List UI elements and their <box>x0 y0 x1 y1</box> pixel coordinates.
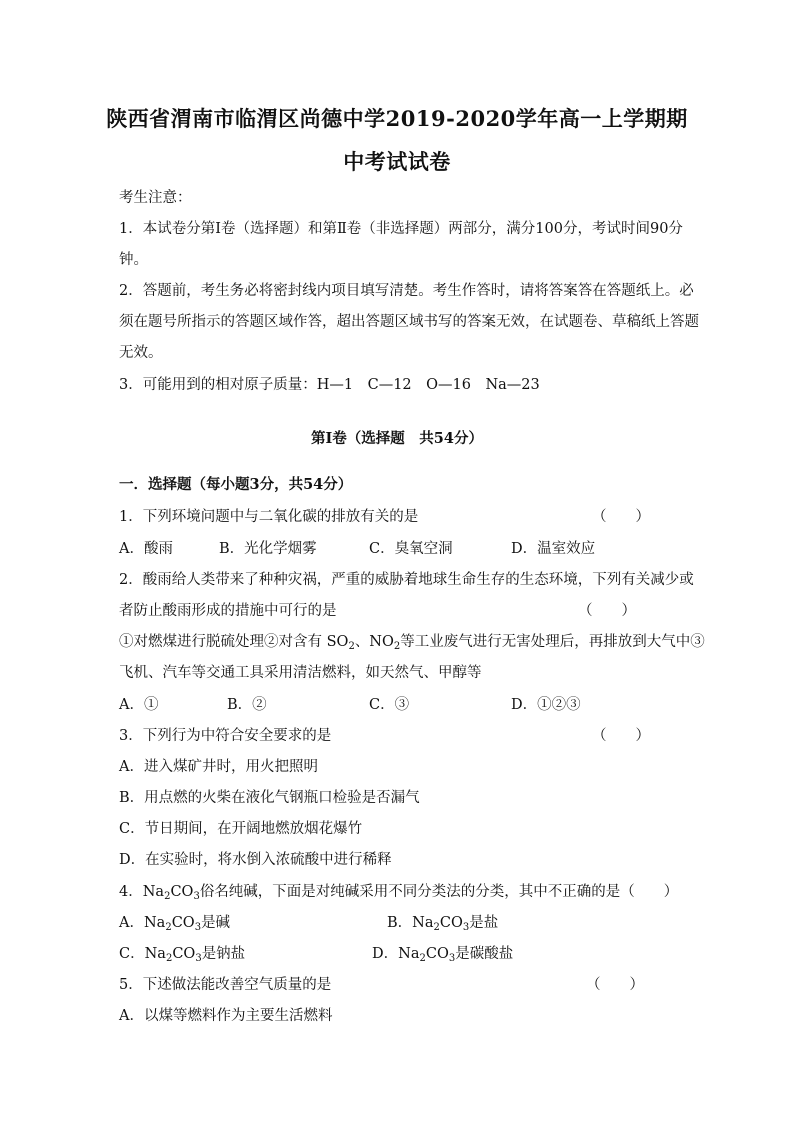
q3-stem: 3．下列行为中符合安全要求的是 <box>119 728 332 744</box>
q4-d-label: D． <box>372 946 399 962</box>
q2-detail-text-1: ①对燃煤进行脱硫处理②对含有 SO <box>119 634 349 650</box>
q4-stem-post: 俗名纯碱，下面是对纯碱采用不同分类法的分类，其中不正确的是（ ） <box>199 884 679 900</box>
q4-formula-sub-3: 3 <box>193 891 200 902</box>
q4-stem-pre: 4． <box>119 884 143 900</box>
q4-c-text: 是钠盐 <box>201 946 246 962</box>
notice-item-2-cont2: 无效。 <box>119 345 163 361</box>
q4-option-d <box>372 942 513 963</box>
q4-option-c <box>119 942 245 963</box>
section-heading: 第Ⅰ卷（选择题 共54分） <box>311 430 483 447</box>
q3-answer-blank: （ ） <box>592 728 650 744</box>
q2-option-a: A．① <box>119 697 159 713</box>
q4-option-b <box>387 911 498 932</box>
q4-b-co: CO <box>439 915 463 931</box>
q2-option-c: C．③ <box>369 697 410 713</box>
q4-b-na: Na <box>412 915 434 931</box>
q2-option-d: D．①②③ <box>511 697 581 713</box>
q2-detail-cont: 飞机、汽车等交通工具采用清洁燃料，如天然气、甲醇等 <box>119 665 482 681</box>
q4-b-text: 是盐 <box>469 915 499 931</box>
q4-a-sub-3: 3 <box>194 922 202 933</box>
q4-d-co: CO <box>425 946 449 962</box>
q5-stem: 5．下述做法能改善空气质量的是 <box>119 977 332 993</box>
q4-a-text: 是碱 <box>201 915 231 931</box>
q1-option-c: C．臭氧空洞 <box>369 541 453 557</box>
q4-b-sub-2: 2 <box>433 922 440 933</box>
q4-formula-na: Na <box>142 884 165 900</box>
notice-item-3: 3．可能用到的相对原子质量：H—1 C—12 O—16 Na—23 <box>119 377 540 393</box>
q4-d-sub-2: 2 <box>419 953 426 964</box>
q3-option-d: D．在实验时，将水倒入浓硫酸中进行稀释 <box>119 852 392 868</box>
q4-c-label: C． <box>119 946 145 962</box>
notice-item-2: 2．答题前，考生务必将密封线内项目填写清楚。考生作答时，请将答案答在答题纸上。必 <box>119 283 694 299</box>
q4-a-co: CO <box>171 915 195 931</box>
q4-c-sub-3: 3 <box>195 953 202 964</box>
q1-answer-blank: （ ） <box>592 509 650 525</box>
q2-detail <box>119 630 705 651</box>
q2-detail-sub-1: 2 <box>348 641 355 652</box>
q4-c-co: CO <box>172 946 196 962</box>
q3-option-a: A．进入煤矿井时，用火把照明 <box>119 759 318 775</box>
notice-item-1: 1．本试卷分第Ⅰ卷（选择题）和第Ⅱ卷（非选择题）两部分，满分100分，考试时间90分 <box>119 221 683 237</box>
q4-b-label: B． <box>387 915 413 931</box>
exam-title-line1: 陕西省渭南市临渭区尚德中学2019-2020学年高一上学期期 <box>106 106 688 131</box>
q2-stem-cont: 者防止酸雨形成的措施中可行的是 <box>119 603 337 619</box>
exam-title-line2: 中考试试卷 <box>343 149 451 174</box>
part-heading: 一．选择题（每小题3分，共54分） <box>119 476 353 493</box>
q2-stem: 2．酸雨给人类带来了种种灾祸，严重的威胁着地球生命生存的生态环境，下列有关减少或 <box>119 572 694 588</box>
q2-option-b: B．② <box>227 697 267 713</box>
q4-c-na: Na <box>144 946 166 962</box>
q4-a-label: A． <box>119 915 144 931</box>
q5-option-a: A．以煤等燃料作为主要生活燃料 <box>119 1008 333 1024</box>
q2-answer-blank: （ ） <box>578 603 636 619</box>
notice-item-1-cont: 钟。 <box>119 252 148 268</box>
q4-d-na: Na <box>398 946 420 962</box>
q2-detail-text-3: 等工业废气进行无害处理后，再排放到大气中③ <box>400 634 705 650</box>
q3-option-b: B．用点燃的火柴在液化气钢瓶口检验是否漏气 <box>119 790 420 806</box>
q2-detail-text-2: 、NO <box>354 634 394 650</box>
q4-b-sub-3: 3 <box>462 922 470 933</box>
q2-detail-sub-2: 2 <box>393 641 401 652</box>
q1-stem: 1．下列环境问题中与二氧化碳的排放有关的是 <box>119 509 419 525</box>
q4-a-sub-2: 2 <box>165 922 172 933</box>
q3-option-c: C．节日期间，在开阔地燃放烟花爆竹 <box>119 821 363 837</box>
q4-formula-sub-2: 2 <box>164 891 171 902</box>
q4-d-sub-3: 3 <box>448 953 456 964</box>
q1-option-d: D．温室效应 <box>511 541 596 557</box>
notice-item-2-cont: 须在题号所指示的答题区域作答，超出答题区域书写的答案无效，在试题卷、草稿纸上答题 <box>119 314 699 330</box>
q4-a-na: Na <box>143 915 166 931</box>
q4-option-a <box>119 911 230 932</box>
q4-d-text: 是碳酸盐 <box>455 946 514 962</box>
q4-formula-co: CO <box>170 884 194 900</box>
q5-answer-blank: （ ） <box>586 977 644 993</box>
q4-stem <box>119 880 678 901</box>
q4-c-sub-2: 2 <box>165 953 173 964</box>
notice-heading: 考生注意： <box>119 190 192 206</box>
q1-option-a: A．酸雨 <box>119 541 173 557</box>
q1-option-b: B．光化学烟雾 <box>219 541 317 557</box>
